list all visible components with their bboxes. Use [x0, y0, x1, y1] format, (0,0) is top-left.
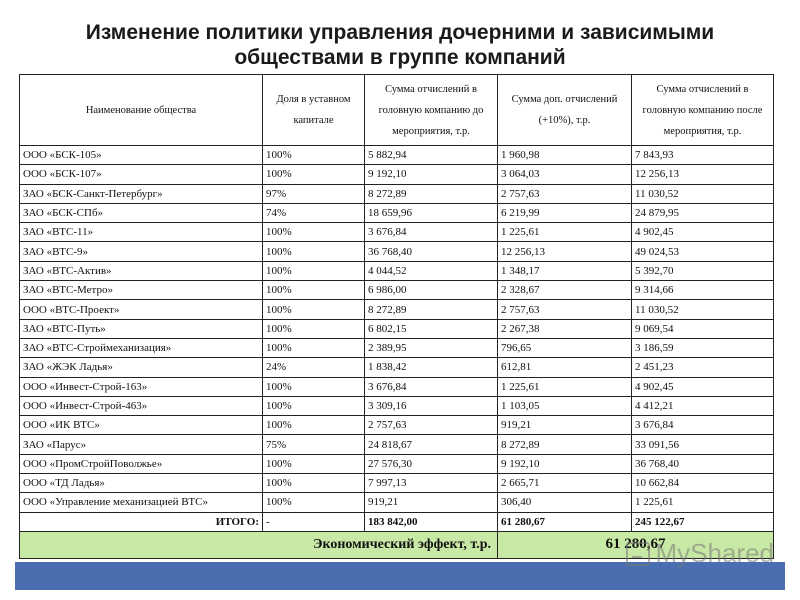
- cell-before: 36 768,40: [365, 242, 498, 261]
- table-row: [20, 165, 774, 184]
- cell-before: 2 389,95: [365, 338, 498, 357]
- title-line-1: Изменение политики управления дочерними и зависимыми: [85, 21, 715, 44]
- table-header-row: [20, 75, 774, 146]
- cell-extra: 2 328,67: [498, 281, 632, 300]
- cell-company: ООО «БСК-105»: [20, 146, 263, 165]
- total-row: [20, 512, 774, 531]
- cell-after: 24 879,95: [632, 203, 774, 222]
- cell-before: 3 676,84: [365, 377, 498, 396]
- cell-after: 3 676,84: [632, 416, 774, 435]
- cell-share: 100%: [263, 165, 365, 184]
- cell-before: 27 576,30: [365, 454, 498, 473]
- cell-company: ООО «ПромСтройПоволжье»: [20, 454, 263, 473]
- cell-before: 5 882,94: [365, 146, 498, 165]
- cell-share: 100%: [263, 493, 365, 512]
- cell-extra: 2 665,71: [498, 474, 632, 493]
- table-row: [20, 300, 774, 319]
- table-row: [20, 377, 774, 396]
- title-line-2: обществами в группе компаний: [234, 46, 566, 69]
- cell-extra: 2 757,63: [498, 184, 632, 203]
- table-row: [20, 416, 774, 435]
- cell-extra: 3 064,03: [498, 165, 632, 184]
- cell-company: ООО «ТД Ладья»: [20, 474, 263, 493]
- table-row: [20, 184, 774, 203]
- cell-share: 100%: [263, 416, 365, 435]
- cell-share: 100%: [263, 319, 365, 338]
- table-row: [20, 454, 774, 473]
- cell-before: 1 838,42: [365, 358, 498, 377]
- cell-share: 97%: [263, 184, 365, 203]
- cell-company: ООО «Инвест-Строй-463»: [20, 396, 263, 415]
- table-container: [19, 74, 773, 559]
- header-extra: Сумма доп. отчислений (+10%), т.р.: [498, 75, 632, 146]
- cell-company: ООО «ИК ВТС»: [20, 416, 263, 435]
- cell-before: 18 659,96: [365, 203, 498, 222]
- cell-before: 7 997,13: [365, 474, 498, 493]
- cell-extra: 796,65: [498, 338, 632, 357]
- cell-before: 8 272,89: [365, 184, 498, 203]
- cell-share: 100%: [263, 223, 365, 242]
- header-share: Доля в уставном капитале: [263, 75, 365, 146]
- cell-company: ЗАО «ВТС-11»: [20, 223, 263, 242]
- table-row: [20, 281, 774, 300]
- cell-after: 9 069,54: [632, 319, 774, 338]
- cell-extra: 2 757,63: [498, 300, 632, 319]
- cell-extra: 12 256,13: [498, 242, 632, 261]
- header-company: Наименование общества: [20, 75, 263, 146]
- cell-extra: 6 219,99: [498, 203, 632, 222]
- cell-extra: 9 192,10: [498, 454, 632, 473]
- table-row: [20, 396, 774, 415]
- table-row: [20, 146, 774, 165]
- effect-value: 61 280,67: [498, 531, 774, 558]
- table-row: [20, 223, 774, 242]
- cell-share: 100%: [263, 454, 365, 473]
- cell-before: 8 272,89: [365, 300, 498, 319]
- cell-extra: 1 960,98: [498, 146, 632, 165]
- cell-before: 6 802,15: [365, 319, 498, 338]
- cell-share: 100%: [263, 396, 365, 415]
- companies-table: [19, 74, 774, 559]
- cell-share: 100%: [263, 261, 365, 280]
- cell-before: 3 676,84: [365, 223, 498, 242]
- cell-after: 36 768,40: [632, 454, 774, 473]
- watermark: [626, 538, 775, 569]
- cell-after: 2 451,23: [632, 358, 774, 377]
- cell-after: 7 843,93: [632, 146, 774, 165]
- watermark-icon: [626, 542, 650, 566]
- effect-label: Экономический эффект, т.р.: [20, 531, 498, 558]
- cell-before: 2 757,63: [365, 416, 498, 435]
- cell-share: 100%: [263, 338, 365, 357]
- cell-extra: 1 225,61: [498, 377, 632, 396]
- cell-share: 24%: [263, 358, 365, 377]
- total-label: ИТОГО:: [20, 512, 263, 531]
- cell-after: 4 412,21: [632, 396, 774, 415]
- page-title: [0, 20, 800, 70]
- cell-company: ООО «Управление механизацией ВТС»: [20, 493, 263, 512]
- total-share: -: [263, 512, 365, 531]
- cell-after: 1 225,61: [632, 493, 774, 512]
- table-row: [20, 493, 774, 512]
- table-row: [20, 319, 774, 338]
- cell-after: 3 186,59: [632, 338, 774, 357]
- cell-company: ЗАО «ВТС-Актив»: [20, 261, 263, 280]
- cell-after: 5 392,70: [632, 261, 774, 280]
- header-after: Сумма отчислений в головную компанию после мероприятия, т.р.: [632, 75, 774, 146]
- cell-after: 11 030,52: [632, 300, 774, 319]
- cell-extra: 1 103,05: [498, 396, 632, 415]
- cell-share: 74%: [263, 203, 365, 222]
- cell-after: 4 902,45: [632, 223, 774, 242]
- cell-share: 100%: [263, 300, 365, 319]
- cell-after: 33 091,56: [632, 435, 774, 454]
- cell-extra: 612,81: [498, 358, 632, 377]
- cell-extra: 919,21: [498, 416, 632, 435]
- cell-company: ООО «БСК-107»: [20, 165, 263, 184]
- cell-before: 3 309,16: [365, 396, 498, 415]
- cell-after: 4 902,45: [632, 377, 774, 396]
- table-body: [20, 146, 774, 559]
- cell-before: 9 192,10: [365, 165, 498, 184]
- cell-after: 10 662,84: [632, 474, 774, 493]
- cell-extra: 8 272,89: [498, 435, 632, 454]
- cell-before: 24 818,67: [365, 435, 498, 454]
- table-row: [20, 435, 774, 454]
- cell-company: ЗАО «БСК-СПб»: [20, 203, 263, 222]
- cell-share: 100%: [263, 146, 365, 165]
- cell-company: ЗАО «ВТС-Строймеханизация»: [20, 338, 263, 357]
- table-row: [20, 203, 774, 222]
- cell-company: ООО «Инвест-Строй-163»: [20, 377, 263, 396]
- table-row: [20, 474, 774, 493]
- cell-company: ЗАО «ВТС-Метро»: [20, 281, 263, 300]
- cell-share: 75%: [263, 435, 365, 454]
- cell-extra: 1 225,61: [498, 223, 632, 242]
- cell-extra: 306,40: [498, 493, 632, 512]
- cell-company: ЗАО «ЖЭК Ладья»: [20, 358, 263, 377]
- cell-share: 100%: [263, 377, 365, 396]
- table-row: [20, 261, 774, 280]
- cell-before: 6 986,00: [365, 281, 498, 300]
- cell-share: 100%: [263, 474, 365, 493]
- table-row: [20, 358, 774, 377]
- cell-company: ЗАО «ВТС-9»: [20, 242, 263, 261]
- header-before: Сумма отчислений в головную компанию до мероприятия, т.р.: [365, 75, 498, 146]
- cell-after: 9 314,66: [632, 281, 774, 300]
- cell-extra: 1 348,17: [498, 261, 632, 280]
- cell-company: ЗАО «БСК-Санкт-Петербург»: [20, 184, 263, 203]
- cell-after: 12 256,13: [632, 165, 774, 184]
- cell-before: 919,21: [365, 493, 498, 512]
- cell-after: 11 030,52: [632, 184, 774, 203]
- cell-share: 100%: [263, 281, 365, 300]
- cell-extra: 2 267,38: [498, 319, 632, 338]
- cell-company: ООО «ВТС-Проект»: [20, 300, 263, 319]
- cell-company: ЗАО «ВТС-Путь»: [20, 319, 263, 338]
- cell-share: 100%: [263, 242, 365, 261]
- watermark-text: MyShared: [655, 538, 774, 568]
- cell-company: ЗАО «Парус»: [20, 435, 263, 454]
- total-extra: 61 280,67: [498, 512, 632, 531]
- total-after: 245 122,67: [632, 512, 774, 531]
- cell-after: 49 024,53: [632, 242, 774, 261]
- cell-before: 4 044,52: [365, 261, 498, 280]
- total-before: 183 842,00: [365, 512, 498, 531]
- table-row: [20, 242, 774, 261]
- table-row: [20, 338, 774, 357]
